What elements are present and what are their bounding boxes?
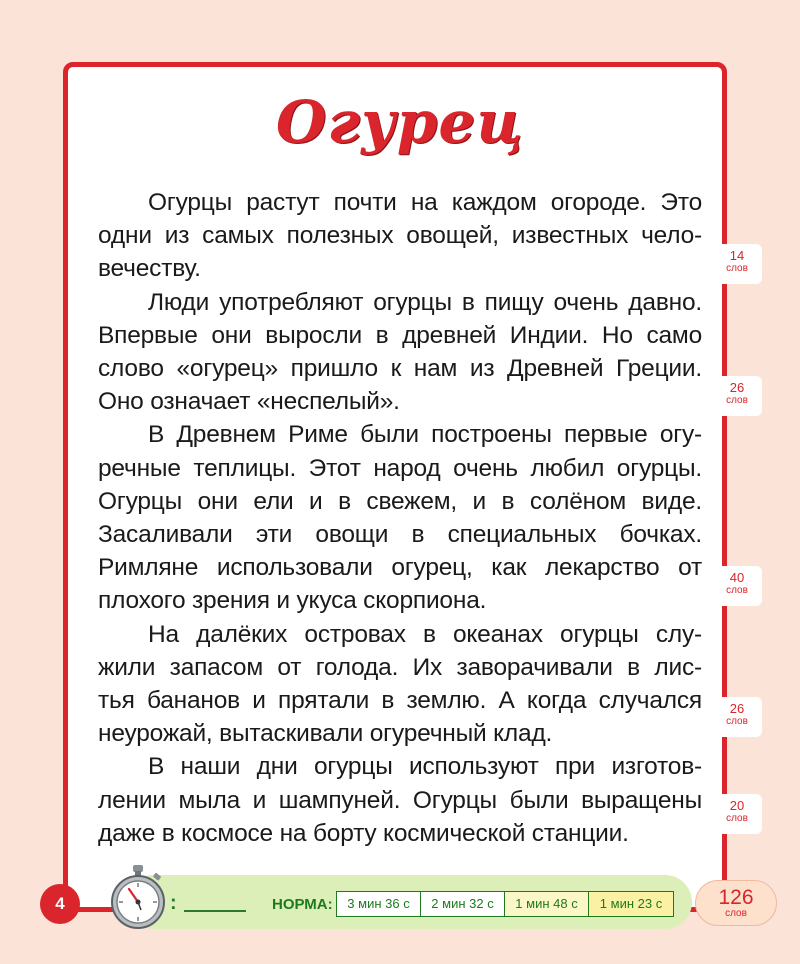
norm-time: 1 мин 23 с (589, 892, 673, 916)
word-count-unit: слов (726, 585, 748, 596)
word-count-value: 14 (729, 248, 745, 263)
text-line: На далёких островах в океанах огурцы слу- (148, 620, 702, 648)
stopwatch-icon (108, 864, 168, 930)
text-line: плохого зрения и укуса скорпиона. (98, 587, 487, 615)
word-count-1 (712, 244, 762, 284)
text-line: речные теплицы. Этот народ очень любил огурцы. (98, 454, 702, 482)
word-count-value: 26 (729, 701, 745, 716)
text-line: неурожай, вытаскивали огуречный клад. (98, 720, 553, 748)
norm-label: НОРМА: (272, 896, 333, 913)
paragraph-1 (98, 186, 702, 286)
norm-time: 1 мин 48 с (505, 892, 589, 916)
word-count-4 (712, 697, 762, 737)
text-line: Огурцы растут почти на каждом огороде. Это (148, 189, 702, 216)
word-count-value: 26 (729, 380, 745, 395)
text-line: Огурцы они ели и в свежем, и в солёном виде. (98, 487, 702, 515)
text-line: Римляне использовали огурец, как лекарство от (98, 554, 702, 582)
word-count-unit: слов (726, 813, 748, 824)
word-count-3 (712, 566, 762, 606)
paragraph-4 (98, 618, 702, 751)
word-count-unit: слов (726, 395, 748, 406)
text-line: жили запасом от голода. Их заворачивали в лис- (98, 653, 702, 681)
page-number: 4 (40, 884, 80, 924)
text-line: Засаливали эти овощи в специальных бочках. (98, 521, 702, 549)
word-count-unit: слов (726, 263, 748, 274)
word-count-2 (712, 376, 762, 416)
text-line: Оно означает «неспелый». (98, 388, 400, 416)
text-line: одни из самых полезных овощей, известных чело- (98, 222, 702, 250)
word-count-unit: слов (726, 716, 748, 727)
text-line: лении мыла и шампуней. Огурцы были выращены (98, 786, 702, 814)
word-count-value: 20 (729, 798, 745, 813)
word-count-5 (712, 794, 762, 834)
total-word-count-unit: слов (725, 908, 747, 919)
time-colon: : (170, 892, 177, 914)
text-line: вечеству. (98, 255, 201, 283)
text-line: даже в космосе на борту космической станции. (98, 819, 629, 847)
paragraph-5 (98, 750, 702, 850)
text-line: слово «огурец» пришло к нам из Древней Греции. (98, 355, 702, 383)
text-line: Впервые они выросли в древней Индии. Но само (98, 321, 702, 349)
word-count-value: 40 (729, 570, 745, 585)
text-line: В наши дни огурцы используют при изготов- (148, 753, 702, 781)
total-word-count (695, 880, 777, 926)
norm-time: 2 мин 32 с (421, 892, 505, 916)
paragraph-2 (98, 286, 702, 419)
paragraph-3 (98, 418, 702, 617)
norm-times (336, 891, 674, 917)
total-word-count-value: 126 (718, 886, 754, 909)
page-title: Огурец (276, 88, 524, 156)
reading-time-blank[interactable] (184, 910, 246, 912)
text-line: Люди употребляют огурцы в пищу очень давно. (148, 288, 702, 316)
norm-time: 3 мин 36 с (337, 892, 421, 916)
text-line: тья бананов и прятали в землю. А когда случался (98, 687, 702, 715)
text-line: В Древнем Риме были построены первые огу- (148, 421, 702, 449)
story-text (98, 186, 702, 850)
